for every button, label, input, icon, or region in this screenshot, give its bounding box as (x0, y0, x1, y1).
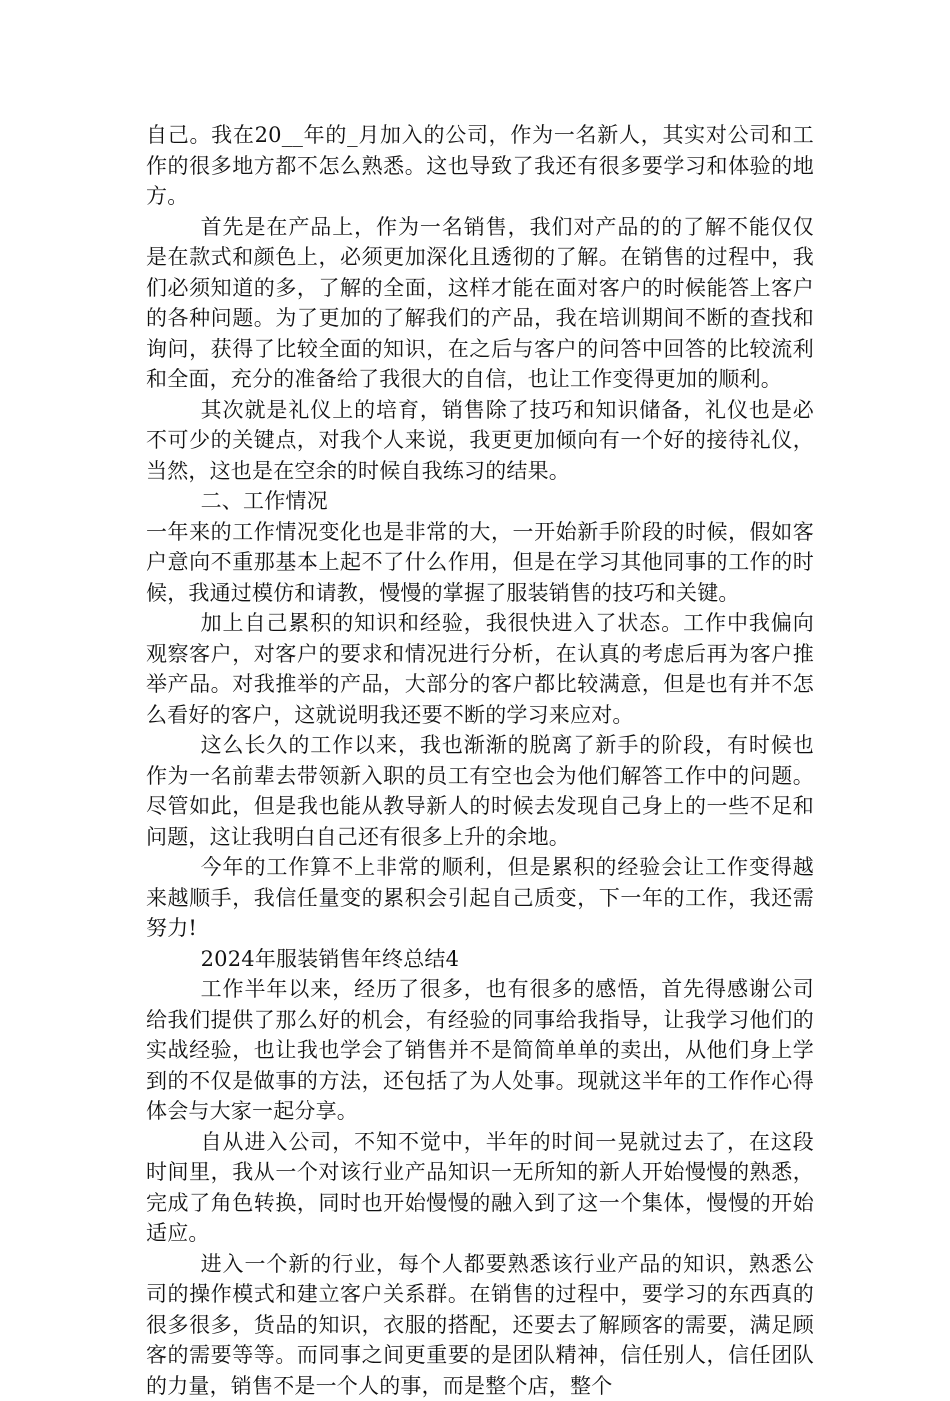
paragraph-etiquette: 其次就是礼仪上的培育，销售除了技巧和知识储备，礼仪也是必不可少的关键点，对我个人来说，我更更加倾向有一个好的接待礼仪，当然，这也是在空余的时候自我练习的结果。 (146, 395, 814, 487)
document-body (146, 120, 814, 1401)
paragraph-mentoring: 这么长久的工作以来，我也渐渐的脱离了新手的阶段，有时候也作为一名前辈去带领新入职的员工有空也会为他们解答工作中的问题。尽管如此，但是我也能从教导新人的时候去发现自己身上的一些不足和问题，这让我明白自己还有很多上升的余地。 (146, 730, 814, 852)
paragraph-joining: 自从进入公司，不知不觉中，半年的时间一晃就过去了，在这段时间里，我从一个对该行业产品知识一无所知的新人开始慢慢的熟悉，完成了角色转换，同时也开始慢慢的融入到了这一个集体，慢慢的开始适应。 (146, 1127, 814, 1249)
paragraph-work-changes: 一年来的工作情况变化也是非常的大，一开始新手阶段的时候，假如客户意向不重那基本上起不了什么作用，但是在学习其他同事的工作的时候，我通过模仿和请教，慢慢的掌握了服装销售的技巧和关键。 (146, 517, 814, 609)
paragraph-product: 首先是在产品上，作为一名销售，我们对产品的的了解不能仅仅是在款式和颜色上，必须更加深化且透彻的了解。在销售的过程中，我们必须知道的多，了解的全面，这样才能在面对客户的时候能答上客户的各种问题。为了更加的了解我们的产品，我在培训期间不断的查找和询问，获得了比较全面的知识，在之后与客户的问答中回答的比较流利和全面，充分的准备给了我很大的自信，也让工作变得更加的顺利。 (146, 212, 814, 395)
paragraph-year-review: 今年的工作算不上非常的顺利，但是累积的经验会让工作变得越来越顺手，我信任量变的累积会引起自己质变，下一年的工作，我还需努力! (146, 852, 814, 944)
section-heading-work-status: 二、工作情况 (146, 486, 814, 517)
paragraph-intro: 自己。我在20__年的_月加入的公司，作为一名新人，其实对公司和工作的很多地方都不怎么熟悉。这也导致了我还有很多要学习和体验的地方。 (146, 120, 814, 212)
paragraph-knowledge: 加上自己累积的知识和经验，我很快进入了状态。工作中我偏向观察客户，对客户的要求和情况进行分析，在认真的考虑后再为客户推举产品。对我推举的产品，大部分的客户都比较满意，但是也有并不怎么看好的客户，这就说明我还要不断的学习来应对。 (146, 608, 814, 730)
paragraph-new-industry: 进入一个新的行业，每个人都要熟悉该行业产品的知识，熟悉公司的操作模式和建立客户关系群。在销售的过程中，要学习的东西真的很多很多，货品的知识，衣服的搭配，还要去了解顾客的需要，满足顾客的需要等等。而同事之间更重要的是团队精神，信任别人，信任团队的力量，销售不是一个人的事，而是整个店，整个 (146, 1249, 814, 1401)
section-heading-summary-4: 2024年服装销售年终总结4 (146, 944, 814, 975)
paragraph-half-year: 工作半年以来，经历了很多，也有很多的感悟，首先得感谢公司给我们提供了那么好的机会，有经验的同事给我指导，让我学习他们的实战经验，也让我也学会了销售并不是简简单单的卖出，从他们身上学到的不仅是做事的方法，还包括了为人处事。现就这半年的工作作心得体会与大家一起分享。 (146, 974, 814, 1127)
